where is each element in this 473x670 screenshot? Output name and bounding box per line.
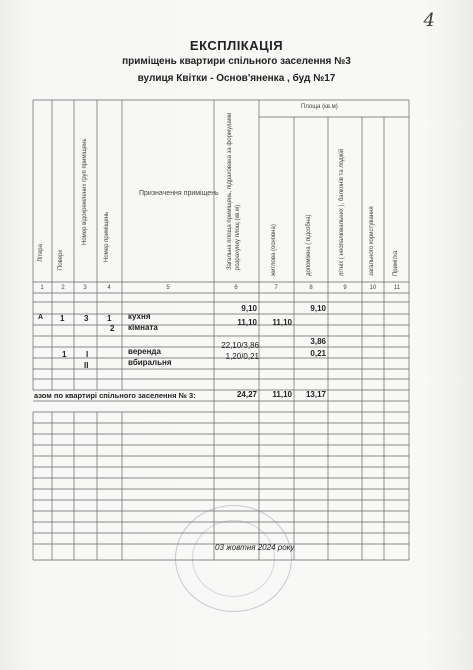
total-area: 24,27 [236,390,257,399]
page-mark: 4 [423,10,435,31]
col-number: 10 [369,285,377,291]
header-summer: літніх ( неопалювальних ), балконів та лоджій [339,148,345,276]
row-total: 1,20/0,21 [225,352,259,361]
document-subtitle: приміщень квартири спільного заселення №3 [122,56,351,67]
document-date: 03 жовтня 2024 року [215,543,295,552]
row-purpose: веренда [128,347,161,356]
col-number: 11 [393,285,401,291]
col-number: 1 [40,285,44,291]
header-total-area: Загальна площа приміщень, підрахована за формулами розрахунку площ (кв.м) [227,112,241,270]
col-number: 3 [83,285,87,291]
header-area-group: Площа (кв.м) [301,104,338,110]
col-number: 5 [166,285,170,291]
row-aux: 9,10 [310,304,326,313]
total-living: 11,10 [272,390,292,399]
total-label: азом по квартирі спільного заселення № 3: [34,391,196,400]
col-number: 7 [274,285,278,291]
row-purpose: кімната [128,323,158,332]
row-purpose: кухня [128,312,151,321]
header-auxiliary: допоміжна ( підсобна) [306,214,312,276]
header-floor: Поверх [58,249,64,270]
header-group-number: Номер відокремлених груп приміщень [82,138,88,245]
row-total: 11,10 [237,318,257,327]
col-number: 9 [343,285,347,291]
row-total: 22,10/3,86 [221,341,259,350]
row-group: ІІ [84,361,89,370]
header-common-use: загального користування [369,206,375,276]
row-aux: 0,21 [310,349,326,358]
row-group: 3 [84,314,89,323]
row-purpose: вбиральня [128,358,172,367]
header-living: житлова (основна) [271,224,277,276]
row-living: 11,10 [272,318,292,327]
row-total: 9,10 [241,304,257,313]
document-title: ЕКСПЛІКАЦІЯ [189,38,284,53]
official-stamp [175,505,295,612]
document-address: вулиця Квітки - Основ'яненка , буд №17 [137,73,336,84]
header-room-number: Номер приміщень [104,211,110,262]
row-litera: А [38,314,44,321]
header-litera: Літера [38,244,44,262]
row-group: І [86,350,89,359]
row-floor: 1 [60,314,65,323]
header-note: Примітка [393,250,399,276]
col-number: 4 [107,285,111,291]
header-purpose: Призначення приміщень [139,190,219,197]
row-floor: 1 [62,350,67,359]
row-room: 1 [107,314,112,323]
total-aux: 13,17 [305,390,326,399]
row-room: 2 [110,324,115,333]
col-number: 2 [61,285,65,291]
col-number: 8 [309,285,313,291]
col-number: 6 [234,285,238,291]
row-aux: 3,86 [310,337,326,346]
